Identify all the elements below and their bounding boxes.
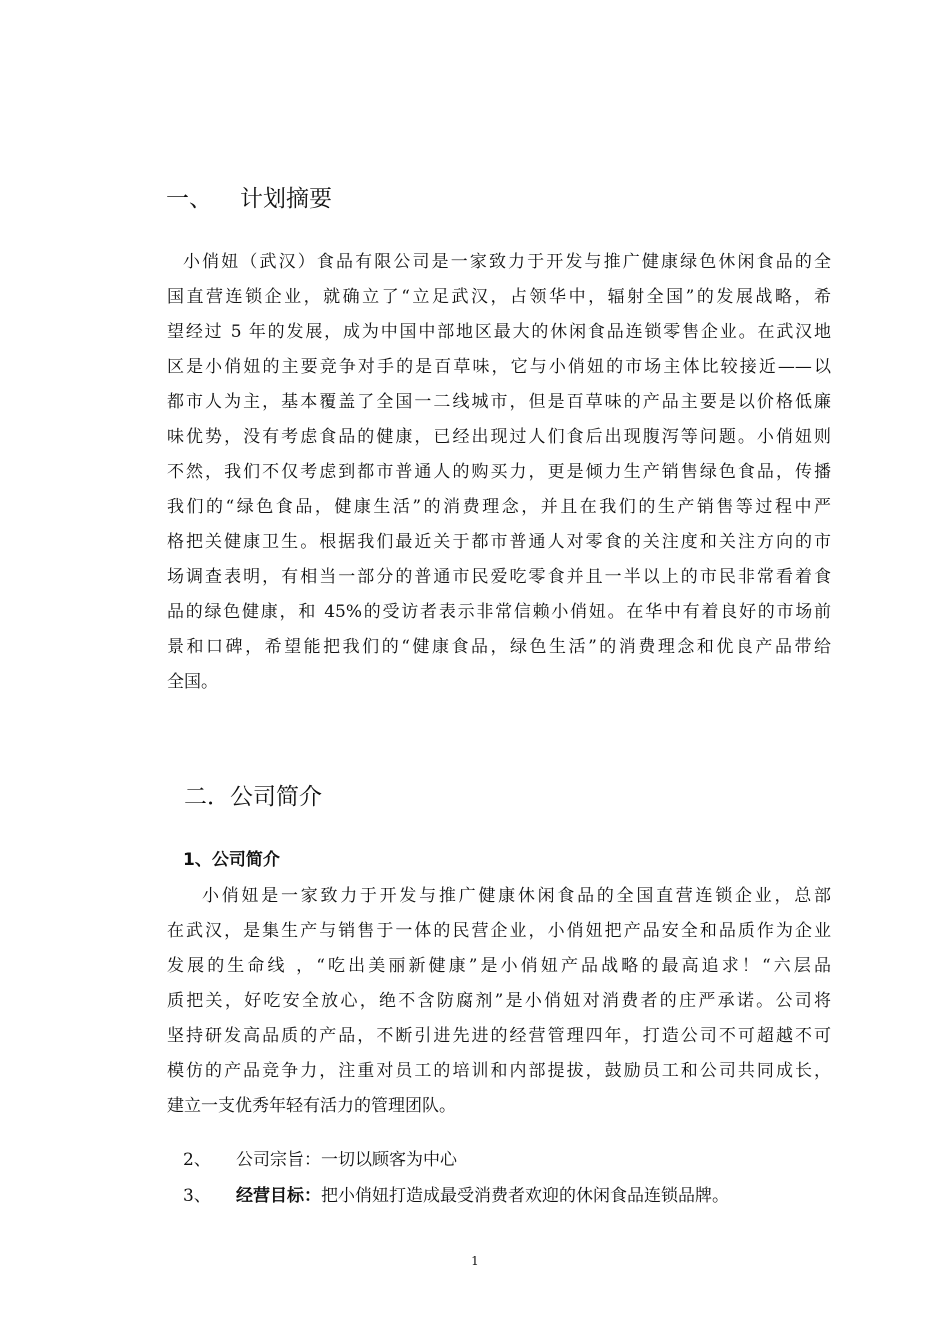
item3-content	[236, 1186, 729, 1206]
item3-number: 3、	[183, 1186, 211, 1206]
paragraph-line: 在武汉，是集生产与销售于一体的民营企业，小俏妞把产品安全和品质作为企业	[167, 921, 831, 941]
paragraph-line: 建立一支优秀年轻有活力的管理团队。	[167, 1096, 456, 1116]
paragraph-line: 望经过 5 年的发展，成为中国中部地区最大的休闲食品连锁零售企业。在武汉地	[167, 322, 831, 342]
item3-value: 把小俏妞打造成最受消费者欢迎的休闲食品连锁品牌。	[321, 1186, 729, 1206]
paragraph-line: 小俏妞是一家致力于开发与推广健康休闲食品的全国直营连锁企业，总部	[202, 886, 831, 906]
section2-heading: 二．公司简介	[184, 784, 322, 810]
item3	[183, 1186, 211, 1206]
item2-number: 2、	[183, 1150, 211, 1170]
paragraph-line: 格把关健康卫生。根据我们最近关于都市普通人对零食的关注度和关注方向的市	[167, 532, 831, 552]
paragraph-line: 小俏妞（武汉）食品有限公司是一家致力于开发与推广健康绿色休闲食品的全	[183, 252, 831, 272]
item2-content	[236, 1150, 457, 1170]
item3-label: 经营目标：	[236, 1186, 321, 1206]
paragraph-line: 质把关，好吃安全放心，绝不含防腐剂”是小俏妞对消费者的庄严承诺。公司将	[167, 991, 831, 1011]
item2	[183, 1150, 211, 1170]
paragraph-line: 发展的生命线 ，“吃出美丽新健康”是小俏妞产品战略的最高追求！“六层品	[167, 956, 831, 976]
paragraph-line: 都市人为主，基本覆盖了全国一二线城市，但是百草味的产品主要是以价格低廉	[167, 392, 831, 412]
paragraph-line: 品的绿色健康，和 45%的受访者表示非常信赖小俏妞。在华中有着良好的市场前	[167, 602, 831, 622]
paragraph-line: 景和口碑，希望能把我们的“健康食品，绿色生活”的消费理念和优良产品带给	[167, 637, 831, 657]
section1-number: 一、	[166, 186, 212, 212]
paragraph-line: 味优势，没有考虑食品的健康，已经出现过人们食后出现腹泻等问题。小俏妞则	[167, 427, 831, 447]
paragraph-line: 全国。	[167, 672, 218, 692]
section1-heading	[166, 180, 332, 213]
paragraph-line: 我们的“绿色食品，健康生活”的消费理念，并且在我们的生产销售等过程中严	[167, 497, 831, 517]
item1-heading	[183, 850, 280, 870]
paragraph-line: 区是小俏妞的主要竞争对手的是百草味，它与小俏妞的市场主体比较接近——以	[167, 357, 831, 377]
paragraph-line: 坚持研发高品质的产品，不断引进先进的经营管理四年，打造公司不可超越不可	[167, 1026, 831, 1046]
item2-value: 一切以顾客为中心	[321, 1150, 457, 1170]
item1-label: 1、公司简介	[183, 850, 280, 870]
item2-label: 公司宗旨：	[236, 1150, 321, 1170]
paragraph-line: 场调查表明，有相当一部分的普通市民爱吃零食并且一半以上的市民非常看着食	[167, 567, 831, 587]
paragraph-line: 模仿的产品竞争力，注重对员工的培训和内部提拔，鼓励员工和公司共同成长，	[167, 1061, 831, 1081]
paragraph-line: 不然，我们不仅考虑到都市普通人的购买力，更是倾力生产销售绿色食品，传播	[167, 462, 831, 482]
paragraph-line: 国直营连锁企业，就确立了“立足武汉，占领华中，辐射全国”的发展战略，希	[167, 287, 831, 307]
page-number: 1	[471, 1254, 479, 1268]
section1-title: 计划摘要	[240, 186, 332, 212]
